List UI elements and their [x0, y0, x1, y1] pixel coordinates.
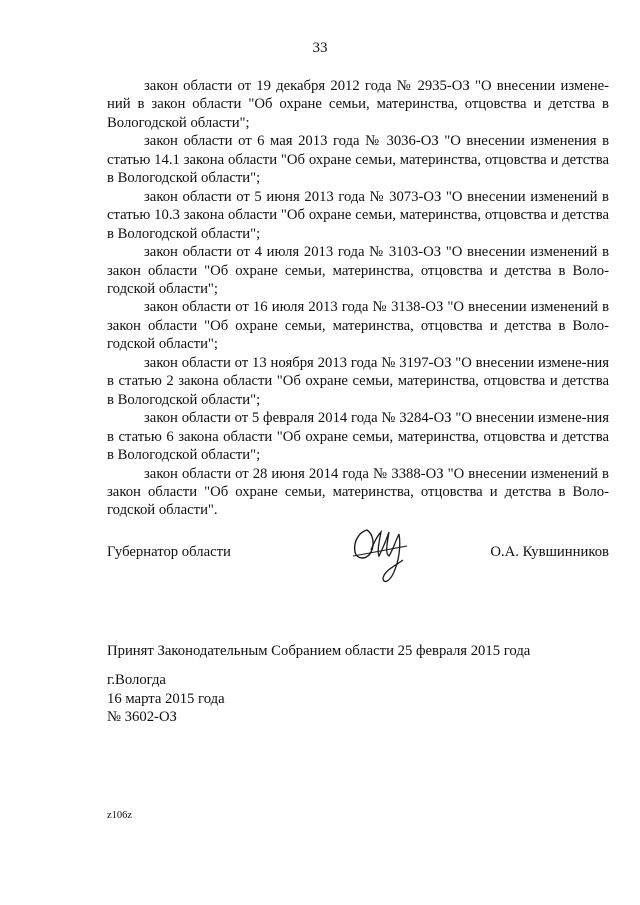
list-item: закон области от 13 ноября 2013 года № 3197-ОЗ "О внесении измене-ния в статью 2 закона области "Об охране семьи, материнства, отцовства и детства в Вологодской области"; — [107, 354, 609, 408]
adoption-line: Принят Законодательным Собранием области 25 февраля 2015 года — [107, 643, 531, 659]
list-item: закон области от 5 февраля 2014 года № 3284-ОЗ "О внесении измене-ния в статью 6 закона области "Об охране семьи, материнства, отцовства и детства в Вологодской области"; — [107, 410, 609, 464]
list-item: закон области от 5 июня 2013 года № 3073-ОЗ "О внесении изменений в статью 10.3 закона области "Об охране семьи, материнства, отцовства и детства в Вологодской области"; — [107, 188, 609, 242]
handwritten-signature — [345, 510, 421, 590]
list-item: закон области от 28 июня 2014 года № 3388-ОЗ "О внесении изменений в закон области "Об охране семьи, материнства, отцовства и детства в Воло-годской области". — [107, 465, 609, 519]
governor-name: О.А. Кувшинников — [490, 544, 609, 560]
page-number: 33 — [312, 40, 328, 56]
list-item: закон области от 16 июля 2013 года № 3138-ОЗ "О внесении изменений в закон области "Об охране семьи, материнства, отцовства и детства в Воло-годской области"; — [107, 299, 609, 353]
law-number: № 3602-ОЗ — [107, 709, 177, 725]
law-amendments-list — [107, 77, 609, 520]
city: г.Вологда — [107, 672, 166, 688]
signature-block — [107, 510, 609, 590]
list-item: закон области от 4 июля 2013 года № 3103-ОЗ "О внесении изменений в закон области "Об охране семьи, материнства, отцовства и детства в Воло-годской области"; — [107, 244, 609, 297]
list-item: закон области от 6 мая 2013 года № 3036-ОЗ "О внесении изменения в статью 14.1 закона области "Об охране семьи, материнства, отцовства и детства в Вологодской области"; — [107, 133, 609, 187]
footer-code: z106z — [107, 810, 133, 821]
governor-title: Губернатор области — [107, 544, 231, 560]
date: 16 марта 2015 года — [107, 690, 225, 707]
list-item: закон области от 19 декабря 2012 года № 2935-ОЗ "О внесении измене-ний в закон области "Об охране семьи, материнства, отцовства и детства в Вологодской области"; — [107, 78, 609, 131]
document-meta — [107, 671, 225, 727]
